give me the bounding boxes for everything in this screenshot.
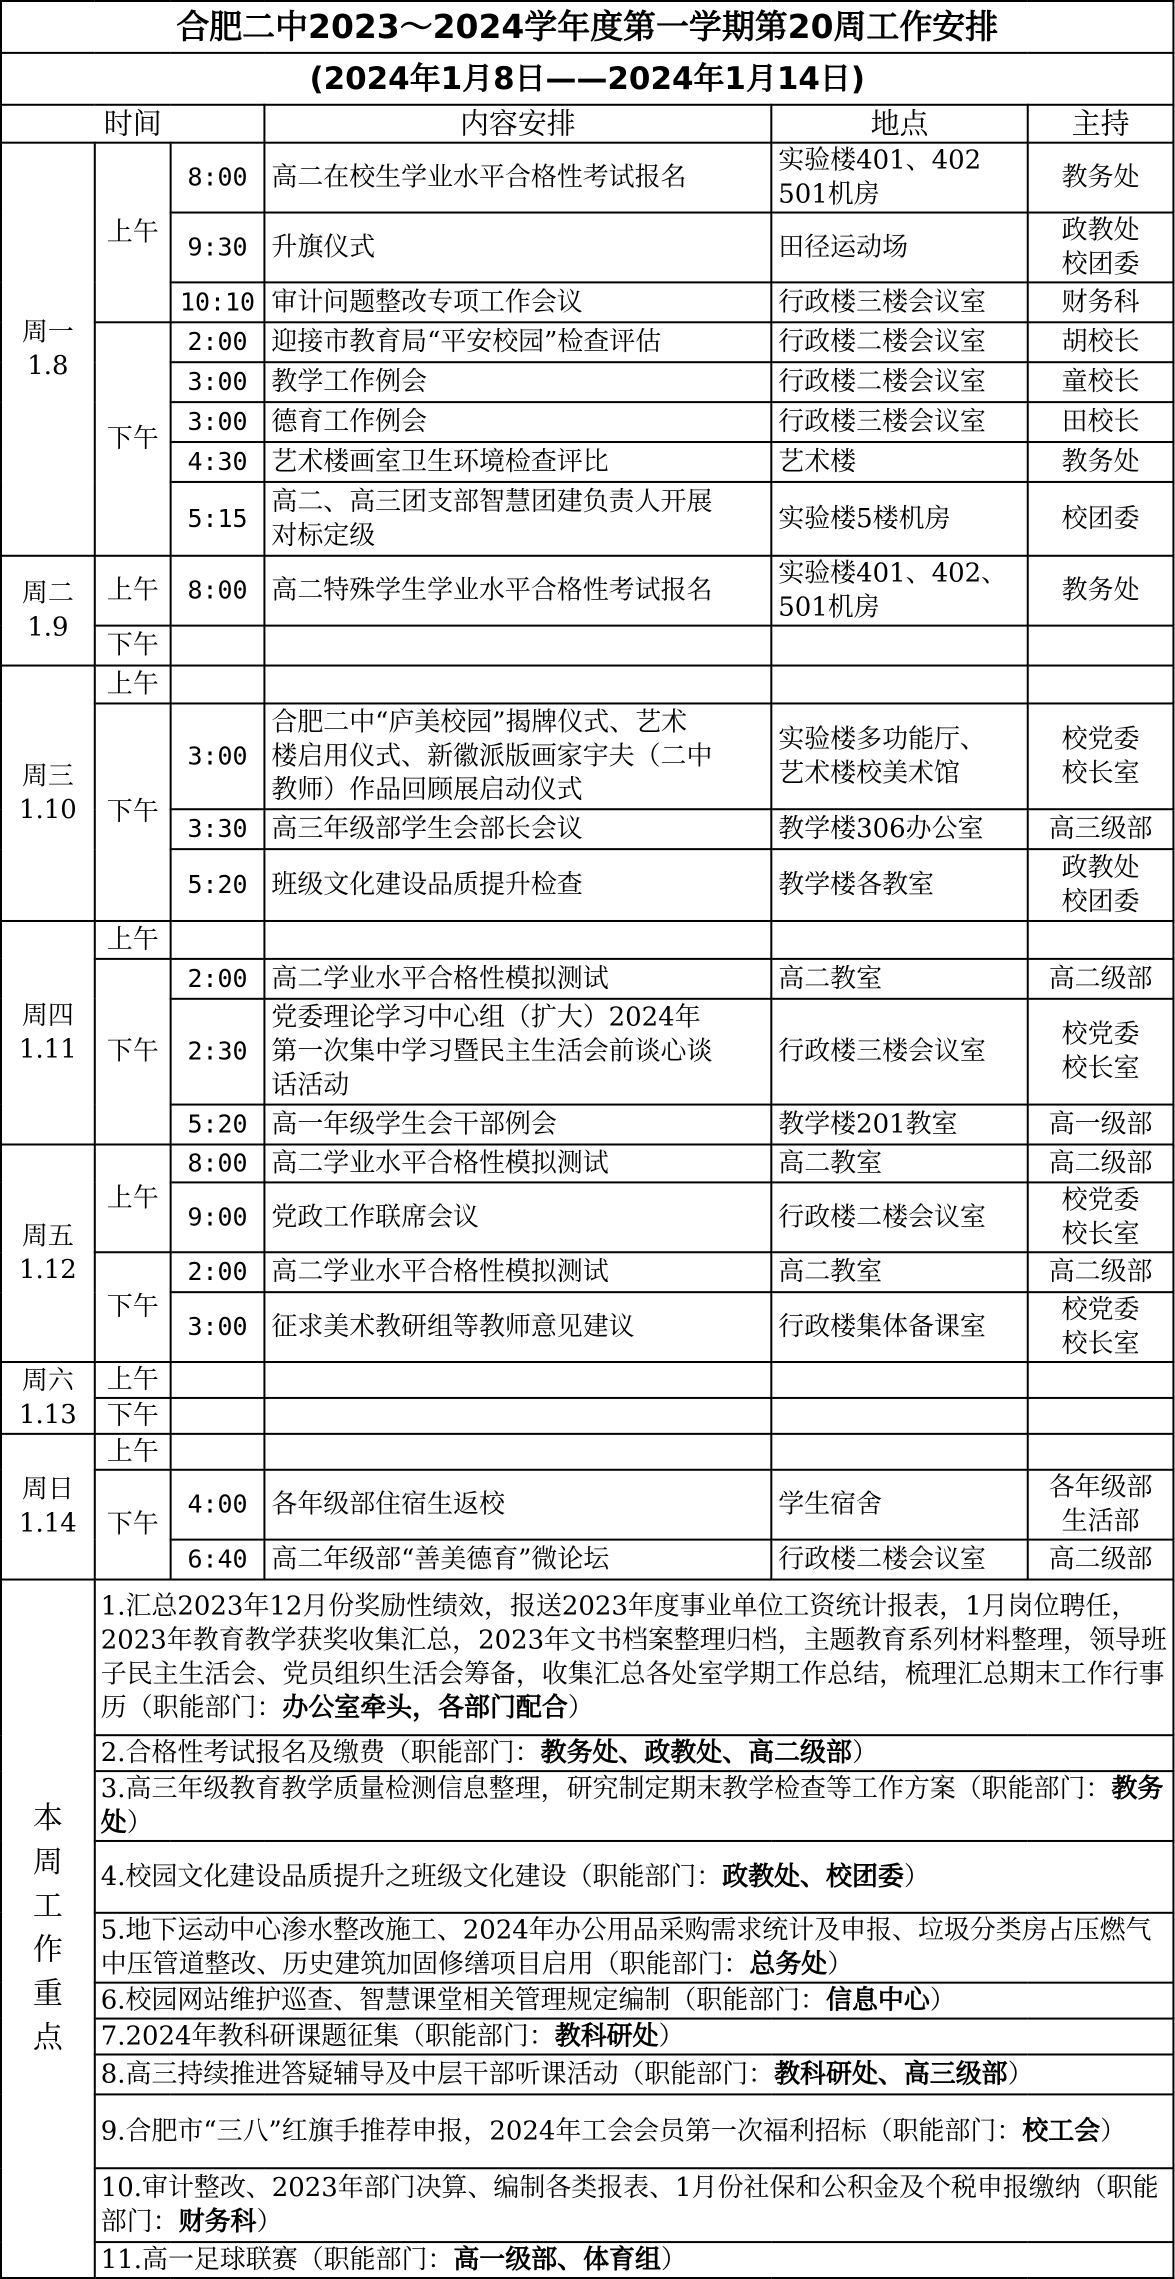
- day-cell: [1, 143, 95, 556]
- place-line: 行政楼集体备课室: [778, 1312, 986, 1343]
- place-line: 501机房: [778, 179, 880, 210]
- key-point-row: [1, 1771, 1173, 1841]
- place-line: 艺术楼校美术馆: [778, 758, 960, 789]
- host-cell: [1028, 213, 1174, 283]
- place-cell: [771, 556, 1027, 626]
- host-line: 校团委: [1061, 887, 1140, 917]
- place-cell: [771, 213, 1027, 283]
- period-label: 上午: [95, 1434, 171, 1470]
- host-line: 校党委: [1061, 1295, 1140, 1326]
- day-date: 1.12: [19, 1255, 77, 1286]
- host-cell: [1028, 959, 1174, 999]
- time-cell: 4:30: [171, 442, 265, 482]
- time-cell: 3:30: [171, 809, 265, 849]
- place-line: 实验楼401、402、: [778, 558, 1008, 589]
- host-cell-empty: [1028, 666, 1174, 704]
- time-cell: 2:00: [171, 1252, 265, 1292]
- key-point-dept: 信息中心: [826, 1985, 930, 2016]
- schedule-row: [1, 849, 1173, 921]
- content-cell: 高二特殊学生学业水平合格性考试报名: [264, 556, 771, 626]
- day-cell: [1, 556, 95, 666]
- key-point-dept: 教务处: [100, 1774, 1164, 1838]
- place-cell-empty: [771, 1398, 1027, 1434]
- schedule-row: [1, 921, 1173, 959]
- content-cell-empty: [264, 1398, 771, 1434]
- key-point-end: ）: [851, 1738, 878, 1769]
- content-line: 对标定级: [271, 520, 376, 551]
- content-cell: 迎接市教育局“平安校园”检查评估: [264, 322, 771, 362]
- place-line: 学生宿舍: [778, 1489, 883, 1520]
- time-cell: 2:00: [171, 959, 265, 999]
- time-cell: 10:10: [171, 282, 265, 322]
- key-points-label: [1, 1580, 95, 2278]
- day-cell: [1, 1434, 95, 1580]
- host-line: 校长室: [1061, 1053, 1140, 1084]
- place-cell-empty: [771, 666, 1027, 704]
- host-line: 高二级部: [1048, 1544, 1153, 1575]
- period-label: 上午: [95, 143, 171, 323]
- schedule-row: [1, 143, 1173, 213]
- key-point-dept: 政教处、校团委: [722, 1861, 904, 1892]
- period-label: 上午: [95, 1144, 171, 1252]
- content-cell: 党政工作联席会议: [264, 1182, 771, 1252]
- place-line: 行政楼三楼会议室: [778, 287, 986, 318]
- host-cell-empty: [1028, 626, 1174, 666]
- key-point-text: 10.审计整改、2023年部门决算、编制各类报表、1月份社保和公积金及个税申报缴纳（职能部门：: [100, 2173, 1159, 2238]
- time-cell: 5:20: [171, 849, 265, 921]
- key-point-row: [1, 1735, 1173, 1771]
- key-point-dept: 办公室牵头，各部门配合: [282, 1693, 568, 1724]
- time-cell: 3:00: [171, 703, 265, 809]
- host-line: 田校长: [1061, 407, 1140, 438]
- schedule-row: [1, 482, 1173, 556]
- schedule-row: [1, 1144, 1173, 1182]
- content-line: 第一次集中学习暨民主生活会前谈心谈: [271, 1036, 713, 1067]
- key-point-end: ）: [256, 2207, 283, 2238]
- content-cell: 艺术楼画室卫生环境检查评比: [264, 442, 771, 482]
- content-line: 楼启用仪式、新徽派版画家宇夫（二中: [271, 741, 713, 772]
- host-line: 高二级部: [1048, 1257, 1153, 1288]
- place-line: 501机房: [778, 592, 880, 623]
- key-point-dept: 教科研处、高三级部: [774, 2059, 1008, 2090]
- content-cell: 班级文化建设品质提升检查: [264, 849, 771, 921]
- host-cell-empty: [1028, 1434, 1174, 1470]
- content-cell: 高一年级学生会干部例会: [264, 1105, 771, 1145]
- place-cell: [771, 849, 1027, 921]
- key-point-text: 6.校园网站维护巡查、智慧课堂相关管理规定编制（职能部门：: [100, 1985, 827, 2016]
- place-line: 行政楼二楼会议室: [778, 1544, 986, 1575]
- content-cell: 高二学业水平合格性模拟测试: [264, 1252, 771, 1292]
- host-line: 高二级部: [1048, 963, 1153, 994]
- time-cell: 3:00: [171, 402, 265, 442]
- key-point-text: 9.合肥市“三八”红旗手推荐申报，2024年工会会员第一次福利招标（职能部门：: [100, 2116, 1023, 2147]
- key-point-item: [95, 1983, 1174, 2019]
- day-cell: [1, 1362, 95, 1434]
- key-point-end: ）: [1100, 2116, 1127, 2147]
- schedule-row: [1, 402, 1173, 442]
- period-label: 下午: [95, 322, 171, 555]
- schedule-row: [1, 322, 1173, 362]
- schedule-row: [1, 666, 1173, 704]
- host-line: 教务处: [1061, 575, 1140, 606]
- place-line: 教学楼各教室: [778, 870, 934, 901]
- place-cell: [771, 959, 1027, 999]
- key-point-end: ）: [567, 1693, 594, 1724]
- host-line: 教务处: [1061, 447, 1140, 477]
- time-cell: 9:30: [171, 213, 265, 283]
- host-cell: [1028, 1470, 1174, 1540]
- host-line: 校党委: [1061, 1019, 1140, 1050]
- host-line: 校团委: [1061, 503, 1140, 534]
- day-name: 周日: [21, 1474, 74, 1505]
- place-cell: [771, 362, 1027, 402]
- schedule-row: [1, 362, 1173, 402]
- header-time: 时间: [1, 105, 264, 143]
- key-point-text: 3.高三年级教育教学质量检测信息整理，研究制定期末教学检查等工作方案（职能部门：: [100, 1774, 1112, 1805]
- content-cell: 征求美术教研组等教师意见建议: [264, 1292, 771, 1362]
- content-cell: 审计问题整改专项工作会议: [264, 282, 771, 322]
- schedule-row: [1, 1540, 1173, 1580]
- place-line: 实验楼401、402: [778, 145, 982, 176]
- key-point-end: ）: [658, 2021, 685, 2052]
- period-label: 下午: [95, 1470, 171, 1580]
- content-line: 合肥二中“庐美校园”揭牌仪式、艺术: [271, 707, 688, 738]
- place-cell: [771, 442, 1027, 482]
- content-cell: 高二学业水平合格性模拟测试: [264, 1144, 771, 1182]
- key-point-row: [1, 2054, 1173, 2094]
- content-cell-empty: [264, 626, 771, 666]
- host-cell: [1028, 282, 1174, 322]
- host-cell-empty: [1028, 1362, 1174, 1398]
- place-cell: [771, 1540, 1027, 1580]
- key-point-text: 8.高三持续推进答疑辅导及中层干部听课活动（职能部门：: [100, 2059, 775, 2090]
- time-cell: 3:00: [171, 1292, 265, 1362]
- time-cell: 5:20: [171, 1105, 265, 1145]
- period-label: 下午: [95, 959, 171, 1145]
- host-line: 政教处: [1061, 215, 1140, 246]
- host-line: 政教处: [1061, 853, 1140, 884]
- host-cell-empty: [1028, 921, 1174, 959]
- host-cell: [1028, 1182, 1174, 1252]
- key-point-end: ）: [660, 2245, 687, 2276]
- schedule-row: [1, 1105, 1173, 1145]
- header-place: 地点: [771, 105, 1027, 143]
- host-line: 童校长: [1061, 367, 1140, 398]
- host-cell: [1028, 1144, 1174, 1182]
- time-cell-empty: [171, 921, 265, 959]
- content-cell: [264, 999, 771, 1105]
- schedule-row: [1, 703, 1173, 809]
- place-line: 行政楼二楼会议室: [778, 1202, 986, 1233]
- day-name: 周三: [21, 761, 74, 792]
- time-cell: 6:40: [171, 1540, 265, 1580]
- host-line: 财务科: [1061, 287, 1140, 318]
- day-date: 1.11: [19, 1034, 77, 1065]
- schedule-row: [1, 282, 1173, 322]
- place-cell: [771, 1470, 1027, 1540]
- schedule-row: [1, 809, 1173, 849]
- period-label: 下午: [95, 1252, 171, 1362]
- key-point-row: [1, 1913, 1173, 1983]
- host-line: 校长室: [1061, 1219, 1140, 1250]
- host-cell: [1028, 143, 1174, 213]
- content-cell-empty: [264, 1362, 771, 1398]
- place-line: 行政楼三楼会议室: [778, 1036, 986, 1067]
- day-date: 1.14: [19, 1508, 77, 1539]
- content-line: 党委理论学习中心组（扩大）2024年: [271, 1002, 701, 1033]
- host-cell: [1028, 322, 1174, 362]
- day-name: 周五: [21, 1221, 74, 1252]
- host-line: 校长室: [1061, 1329, 1140, 1360]
- key-point-item: [95, 2054, 1174, 2094]
- schedule-row: [1, 1252, 1173, 1292]
- host-cell: [1028, 1292, 1174, 1362]
- place-cell: [771, 809, 1027, 849]
- place-line: 高二教室: [778, 1148, 883, 1179]
- period-label: 下午: [95, 626, 171, 666]
- header-content: 内容安排: [264, 105, 771, 143]
- content-cell: 高二年级部“善美德育”微论坛: [264, 1540, 771, 1580]
- key-point-item: [95, 1771, 1174, 1841]
- time-cell: 2:00: [171, 322, 265, 362]
- place-cell: [771, 1252, 1027, 1292]
- content-cell: 高二学业水平合格性模拟测试: [264, 959, 771, 999]
- time-cell-empty: [171, 1398, 265, 1434]
- host-line: 高三级部: [1048, 814, 1153, 845]
- key-point-item: [95, 1913, 1174, 1983]
- time-cell: 2:30: [171, 999, 265, 1105]
- key-point-item: [95, 1841, 1174, 1913]
- period-label: 下午: [95, 1398, 171, 1434]
- place-cell: [771, 1105, 1027, 1145]
- place-cell: [771, 1144, 1027, 1182]
- key-point-text: 4.校园文化建设品质提升之班级文化建设（职能部门：: [100, 1861, 723, 1892]
- place-cell: [771, 143, 1027, 213]
- day-cell: [1, 666, 95, 921]
- place-cell-empty: [771, 921, 1027, 959]
- day-name: 周六: [21, 1366, 74, 1396]
- place-cell: [771, 703, 1027, 809]
- place-line: 高二教室: [778, 1257, 883, 1288]
- schedule-row: [1, 1182, 1173, 1252]
- place-line: 实验楼5楼机房: [778, 503, 951, 534]
- schedule-row: [1, 213, 1173, 283]
- key-point-row: [1, 1983, 1173, 2019]
- key-point-end: ）: [929, 1985, 956, 2016]
- place-cell: [771, 999, 1027, 1105]
- place-cell: [771, 1292, 1027, 1362]
- key-point-dept: 总务处: [749, 1949, 828, 1980]
- place-cell: [771, 1182, 1027, 1252]
- key-point-end: ）: [827, 1949, 854, 1980]
- period-label: 上午: [95, 556, 171, 626]
- content-line: 高二、高三团支部智慧团建负责人开展: [271, 486, 713, 517]
- key-point-end: ）: [1007, 2059, 1034, 2090]
- key-point-item: [95, 2242, 1174, 2278]
- time-cell: 4:00: [171, 1470, 265, 1540]
- host-cell: [1028, 849, 1174, 921]
- schedule-row: [1, 999, 1173, 1105]
- key-point-text: 7.2024年教科研课题征集（职能部门：: [100, 2021, 555, 2052]
- schedule-row: [1, 1362, 1173, 1398]
- key-point-text: 11.高一足球联赛（职能部门：: [100, 2245, 454, 2276]
- page-title: 合肥二中2023～2024学年度第一学期第20周工作安排: [1, 1, 1173, 53]
- host-line: 胡校长: [1061, 327, 1140, 358]
- key-point-text: 1.汇总2023年12月份奖励性绩效，报送2023年度事业单位工资统计报表，1月岗位聘任，2023年教育教学获奖收集汇总，2023年文书档案整理归档，主题教育系列材料整理，领导班子民主生活会、党员组织生活会筹备，收集汇总各处室学期工作总结，梳理汇总期末工作行事历（职能部门：: [100, 1591, 1167, 1724]
- key-point-text: 5.地下运动中心渗水整改施工、2024年办公用品采购需求统计及申报、垃圾分类房占压燃气中压管道整改、历史建筑加固修缮项目启用（职能部门：: [100, 1915, 1152, 1980]
- period-label: 上午: [95, 921, 171, 959]
- key-point-dept: 校工会: [1022, 2116, 1101, 2147]
- place-line: 教学楼306办公室: [778, 814, 984, 845]
- content-cell: [264, 482, 771, 556]
- place-line: 行政楼二楼会议室: [778, 327, 986, 358]
- place-line: 行政楼二楼会议室: [778, 367, 986, 398]
- day-date: 1.10: [19, 795, 77, 826]
- key-point-item: [95, 1580, 1174, 1736]
- host-line: 高二级部: [1048, 1148, 1153, 1179]
- day-name: 周一: [21, 317, 74, 348]
- key-point-item: [95, 1735, 1174, 1771]
- schedule-row: [1, 1434, 1173, 1470]
- host-cell: [1028, 402, 1174, 442]
- host-cell: [1028, 556, 1174, 626]
- place-cell: [771, 282, 1027, 322]
- content-cell-empty: [264, 666, 771, 704]
- key-point-end: ）: [126, 1808, 153, 1838]
- host-cell: [1028, 362, 1174, 402]
- time-cell-empty: [171, 666, 265, 704]
- place-cell: [771, 482, 1027, 556]
- host-line: 校长室: [1061, 758, 1140, 789]
- key-point-item: [95, 2094, 1174, 2168]
- key-point-item: [95, 2019, 1174, 2055]
- content-cell: 升旗仪式: [264, 213, 771, 283]
- header-host: 主持: [1028, 105, 1174, 143]
- key-point-dept: 财务科: [178, 2207, 257, 2238]
- host-cell-empty: [1028, 1398, 1174, 1434]
- place-line: 田径运动场: [778, 232, 909, 263]
- place-line: 教学楼201教室: [778, 1109, 958, 1140]
- time-cell: 5:15: [171, 482, 265, 556]
- day-date: 1.9: [27, 612, 69, 643]
- key-point-item: [95, 2168, 1174, 2242]
- time-cell: 3:00: [171, 362, 265, 402]
- date-range: (2024年1月8日——2024年1月14日): [1, 53, 1173, 105]
- content-cell: [264, 703, 771, 809]
- content-cell: 德育工作例会: [264, 402, 771, 442]
- content-cell: 教学工作例会: [264, 362, 771, 402]
- content-cell-empty: [264, 1434, 771, 1470]
- time-cell: 8:00: [171, 143, 265, 213]
- key-point-row: [1, 1580, 1173, 1736]
- subtitle-row: [1, 53, 1173, 105]
- time-cell-empty: [171, 1434, 265, 1470]
- key-point-row: [1, 1841, 1173, 1913]
- host-cell: [1028, 703, 1174, 809]
- key-point-text: 2.合格性考试报名及缴费（职能部门：: [100, 1738, 541, 1769]
- host-line: 校党委: [1061, 1185, 1140, 1216]
- day-name: 周四: [21, 1000, 74, 1031]
- day-name: 周二: [21, 578, 74, 609]
- time-cell: 8:00: [171, 556, 265, 626]
- schedule-row: [1, 1398, 1173, 1434]
- time-cell-empty: [171, 626, 265, 666]
- place-line: 实验楼多功能厅、: [778, 724, 986, 755]
- key-point-row: [1, 2168, 1173, 2242]
- schedule-row: [1, 959, 1173, 999]
- host-cell: [1028, 442, 1174, 482]
- schedule-row: [1, 1470, 1173, 1540]
- place-cell-empty: [771, 626, 1027, 666]
- place-line: 高二教室: [778, 963, 883, 994]
- host-line: 生活部: [1061, 1506, 1140, 1537]
- content-line: 教师）作品回顾展启动仪式: [271, 775, 583, 806]
- key-point-row: [1, 2094, 1173, 2168]
- host-line: 教务处: [1061, 162, 1140, 193]
- title-row: [1, 1, 1173, 53]
- place-cell: [771, 322, 1027, 362]
- period-label: 上午: [95, 1362, 171, 1398]
- time-cell-empty: [171, 1362, 265, 1398]
- content-cell-empty: [264, 921, 771, 959]
- host-cell: [1028, 809, 1174, 849]
- day-cell: [1, 1144, 95, 1362]
- host-line: 各年级部: [1048, 1472, 1153, 1503]
- period-label: 下午: [95, 703, 171, 921]
- key-point-dept: 教科研处: [554, 2021, 659, 2052]
- content-cell: 高二在校生学业水平合格性考试报名: [264, 143, 771, 213]
- day-date: 1.8: [27, 351, 69, 382]
- time-cell: 8:00: [171, 1144, 265, 1182]
- header-row: [1, 105, 1173, 143]
- schedule-row: [1, 626, 1173, 666]
- host-cell: [1028, 1540, 1174, 1580]
- key-point-row: [1, 2019, 1173, 2055]
- host-cell: [1028, 999, 1174, 1105]
- schedule-row: [1, 556, 1173, 626]
- place-cell: [771, 402, 1027, 442]
- place-line: 行政楼三楼会议室: [778, 407, 986, 438]
- key-point-row: [1, 2242, 1173, 2278]
- schedule-row: [1, 1292, 1173, 1362]
- place-cell-empty: [771, 1434, 1027, 1470]
- day-cell: [1, 921, 95, 1145]
- content-cell: 高三年级部学生会部长会议: [264, 809, 771, 849]
- key-point-end: ）: [903, 1861, 930, 1892]
- host-cell: [1028, 1105, 1174, 1145]
- time-cell: 9:00: [171, 1182, 265, 1252]
- key-point-dept: 教务处、政教处、高二级部: [540, 1738, 852, 1769]
- host-cell: [1028, 1252, 1174, 1292]
- key-points-label-text: 本周工作重点: [32, 1801, 63, 2056]
- content-line: 话活动: [271, 1070, 350, 1101]
- content-cell: 各年级部住宿生返校: [264, 1470, 771, 1540]
- host-line: 校党委: [1061, 724, 1140, 755]
- period-label: 上午: [95, 666, 171, 704]
- place-line: 艺术楼: [778, 447, 857, 477]
- key-point-dept: 高一级部、体育组: [453, 2245, 661, 2276]
- schedule-row: [1, 442, 1173, 482]
- host-cell: [1028, 482, 1174, 556]
- place-cell-empty: [771, 1362, 1027, 1398]
- day-date: 1.13: [19, 1399, 77, 1430]
- host-line: 高一级部: [1048, 1109, 1153, 1140]
- host-line: 校团委: [1061, 249, 1140, 280]
